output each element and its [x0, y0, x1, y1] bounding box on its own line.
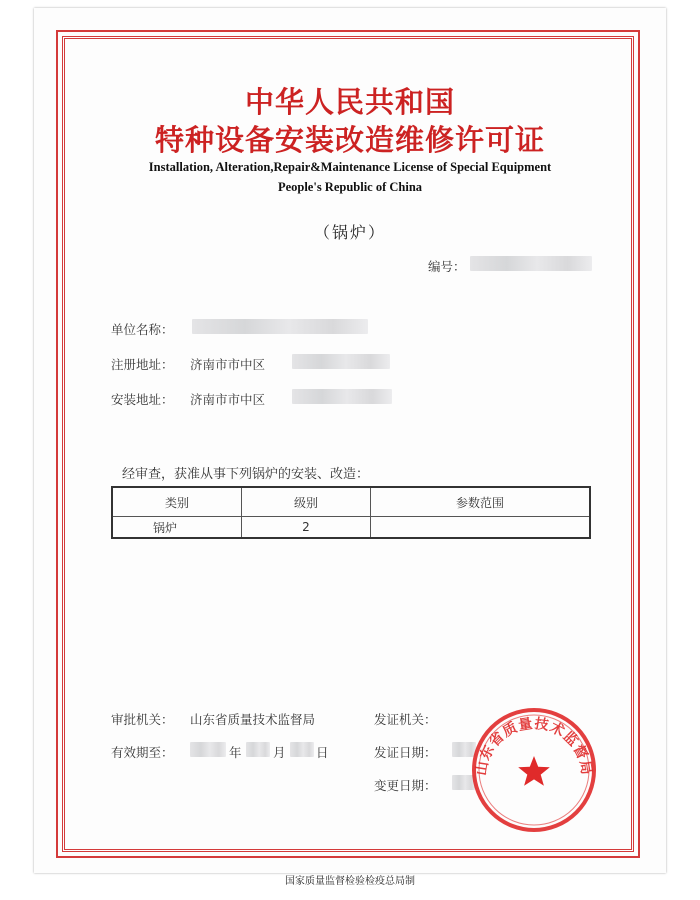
- validity-year-redacted: [190, 742, 226, 757]
- seal-star-icon: [518, 756, 550, 786]
- issuer-label: 发证机关：: [374, 712, 437, 727]
- scope-cell-level: 2: [242, 517, 371, 539]
- title-cn-line2: 特种设备安装改造维修许可证: [154, 123, 545, 157]
- number-redacted: [470, 256, 592, 271]
- validity-day-redacted: [290, 742, 314, 757]
- reg-address-value: 济南市市中区: [190, 357, 266, 372]
- title-cn-line1: 中华人民共和国: [244, 85, 455, 119]
- approval-authority-value: 山东省质量技术监督局: [190, 712, 316, 727]
- scope-table: [111, 486, 591, 539]
- unit-name-label: 单位名称：: [111, 322, 174, 337]
- install-address-redacted: [292, 389, 392, 404]
- change-date-label: 变更日期：: [374, 778, 437, 793]
- reg-address-label: 注册地址：: [111, 357, 174, 372]
- seal-text: 山东省质量技术监督局: [473, 715, 595, 777]
- install-address-label: 安装地址：: [111, 392, 174, 407]
- approval-authority-label: 审批机关：: [111, 712, 174, 727]
- scope-cell-category: 锅炉: [112, 517, 242, 539]
- scope-header-category: 类别: [112, 487, 242, 517]
- title-en-line1: Installation, Alteration,Repair&Maintenance License of Special Equipment: [148, 160, 552, 174]
- issue-date-label: 发证日期：: [374, 745, 437, 760]
- title-en-line2: People's Republic of China: [277, 180, 423, 194]
- validity-year-char: 年: [229, 745, 242, 760]
- category-label: （锅炉）: [313, 223, 386, 242]
- unit-name-redacted: [192, 319, 368, 334]
- number-label: 编号：: [428, 259, 466, 274]
- scope-header-level: 级别: [242, 487, 371, 517]
- reg-address-redacted: [292, 354, 390, 369]
- publisher-footer: 国家质量监督检验检疫总局制: [285, 876, 415, 887]
- approval-text: 经审查，获准从事下列锅炉的安装、改造：: [122, 467, 370, 482]
- scope-cell-range: [371, 517, 591, 539]
- table-row: [112, 517, 590, 539]
- install-address-value: 济南市市中区: [190, 392, 266, 407]
- validity-label: 有效期至：: [111, 745, 174, 760]
- scope-table-header-row: [112, 487, 590, 517]
- validity-day-char: 日: [316, 745, 329, 760]
- validity-month-char: 月: [273, 745, 286, 760]
- validity-month-redacted: [246, 742, 270, 757]
- scope-header-range: 参数范围: [371, 487, 591, 517]
- official-seal: [470, 706, 598, 834]
